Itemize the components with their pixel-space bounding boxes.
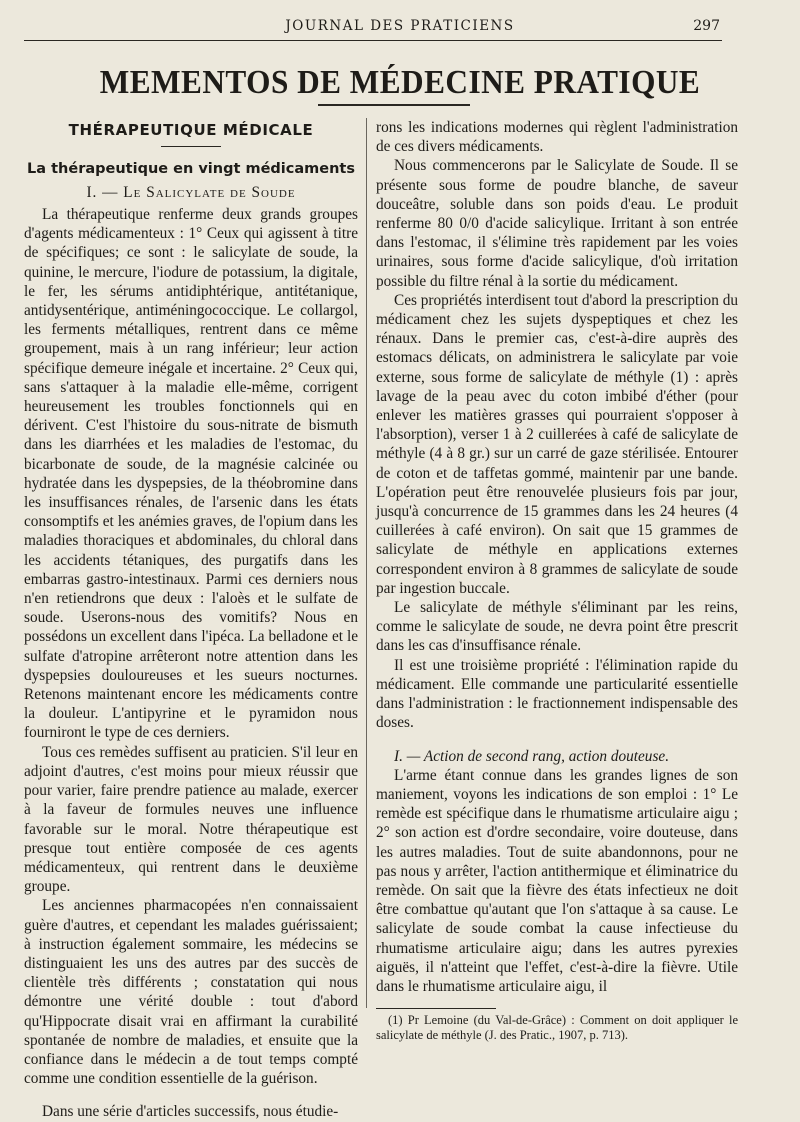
- paragraph: Dans une série d'articles successifs, nous étudie-: [42, 1103, 339, 1121]
- paragraph: Il est une troisième propriété : l'élimination rapide du médicament. Elle commande une particularité essentielle dans l'administration : le fractionnement indispensable des doses.: [376, 656, 738, 732]
- right-column: [376, 118, 738, 1043]
- footnote-rule: [376, 1008, 496, 1009]
- paragraph: Les anciennes pharmacopées n'en connaissaient guère d'autres, et cependant les malades guérissaient; à instruction également sommaire, les médecins se distinguaient les uns des autres par des succès de clientèle très différents ; constatation qui nous démontre une vérité double : tout d'abord qu'Hippocrate disait vrai en affirmant la curabilité spontanée de nombre de maladies, et ensuite que la confiance dans le médecin a de tout temps compté comme une condition essentielle de la guérison.: [24, 897, 358, 1088]
- paragraph: Ces propriétés interdisent tout d'abord la prescription du médicament chez les sujets dyspeptiques et chez les rénaux. Dans le premier cas, c'est-à-dire auprès des estomacs délicats, on administrera le salicylate par voie externe, sous forme de salicylate de méthyle (1) : après lavage de la peau avec du coton imbibé d'éther (pour enlever les matières grasses qui pourraient s'opposer à l'absorption), verser 1 à 2 cuillerées à café de salicylate de méthyle (4 à 8 gr.) sur un carré de gaze stérilisée. Entourer de coton et de taffetas gommé, maintenir par une bande. L'opération peut être renouvelée plusieurs fois par jour, jusqu'à concurrence de 15 grammes dans les 24 heures (4 cuillerées à café environ). On sait que 15 grammes de salicylate de méthyle en applications externes correspondent environ à 8 grammes de salicylate de soude par ingestion buccale.: [376, 291, 738, 597]
- page-title: MEMENTOS DE MÉDECINE PRATIQUE: [99, 64, 701, 101]
- journal-title: JOURNAL DES PRATICIENS: [285, 18, 515, 34]
- section-rule: [161, 146, 221, 147]
- left-column: [24, 118, 358, 1122]
- subheading: I. — Action de second rang, action douteuse.: [394, 747, 670, 765]
- section-heading: THÉRAPEUTIQUE MÉDICALE: [68, 121, 314, 139]
- paragraph: rons les indications modernes qui règlent l'administration de ces divers médicaments.: [376, 119, 738, 156]
- title-rule: [318, 104, 470, 106]
- paragraph: Nous commencerons par le Salicylate de Soude. Il se présente sous forme de poudre blanche, de saveur douceâtre, soluble dans son poids d'eau. Le produit renferme 80 0/0 d'acide salicylique. Irritant à son entrée dans l'estomac, il s'élimine très rapidement par les voies urinaires, sous forme d'acide salicylique, d'où irritation possible du filtre rénal à la sortie du médicament.: [376, 157, 738, 290]
- part-heading: I. — Le Salicylate de Soude: [86, 184, 296, 201]
- running-head: [0, 14, 800, 38]
- page-number: 297: [693, 18, 720, 34]
- paragraph: La thérapeutique renferme deux grands groupes d'agents médicamenteux : 1° Ceux qui agissent à titre de spécifiques; ce sont : le salicylate de soude, la quinine, le mercure, l'iodure de potassium, la digitale, le fer, les sérums antidiphtérique, antitétanique, antidysentérique, antiméningococcique. Le collargol, les ferments métalliques, rentrent dans ce même groupement, mais à un rang inférieur; leur action spécifique demeure inégale et incertaine. 2° Ceux qui, sans s'attaquer à la maladie elle-même, corrigent heureusement les troubles fonctionnels qui en dérivent. C'est l'histoire du sous-nitrate de bismuth dans les diarrhées et les maladies de l'estomac, du bicarbonate de soude, de la magnésie calcinée ou hydratée dans les dyspepsies, de la théobromine dans les insuffisances rénales, de l'arsenic dans les états consomptifs et les anémies graves, de l'opium dans les maladies thoraciques et abdominales, du chloral dans les accidents tétaniques, des purgatifs dans les embarras gastro-intestinaux. Parmi ces derniers nous n'en retiendrons que deux : l'aloès et le sulfate de soude. Userons-nous des vomitifs? Nous en possédons un excellent dans l'ipéca. La belladone et le sulfate d'atropine arrêteront notre attention dans les dyspepsies douloureuses et les sueurs nocturnes. Retenons maintenant encore les médicaments contre la douleur. L'antipyrine et le pyramidon nous fourniront le type de ces derniers.: [24, 206, 358, 742]
- header-rule: [24, 40, 722, 41]
- paragraph: L'arme étant connue dans les grandes lignes de son maniement, voyons les indications de son emploi : 1° Le remède est spécifique dans le rhumatisme articulaire aigu ; 2° son action est d'ordre secondaire, voire douteuse, dans les autres maladies. Tout de suite abandonnons, pour ne pas nous y arrêter, l'action antithermique et éliminatrice du remède. On sait que la fièvre des états infectieux ne doit être combattue qu'autant que l'on s'attaque à sa cause. Le salicylate de soude combat la cause infectieuse du rhumatisme articulaire aigu; dans les autres pyrexies aiguës, il n'atteint que l'effet, c'est-à-dire la fièvre. Utile dans le rhumatisme articulaire aigu, il: [376, 766, 738, 995]
- paragraph: Tous ces remèdes suffisent au praticien. S'il leur en adjoint d'autres, c'est moins pour mieux réussir que pour varier, faire prendre patience au malade, exercer à la faveur de formules neuves une influence favorable sur le moral. Notre thérapeutique est presque tout entière composée de ces agents médicamenteux, qui rentrent dans le deuxième groupe.: [24, 743, 358, 896]
- footnote: (1) Pr Lemoine (du Val-de-Grâce) : Comment on doit appliquer le salicylate de méthyle (J. des Pratic., 1907, p. 713).: [376, 1013, 738, 1043]
- article-title: La thérapeutique en vingt médicaments: [27, 161, 355, 177]
- column-divider: [366, 118, 367, 1008]
- paragraph: Le salicylate de méthyle s'éliminant par les reins, comme le salicylate de soude, ne devra point être prescrit dans les cas d'insuffisance rénale.: [376, 599, 738, 655]
